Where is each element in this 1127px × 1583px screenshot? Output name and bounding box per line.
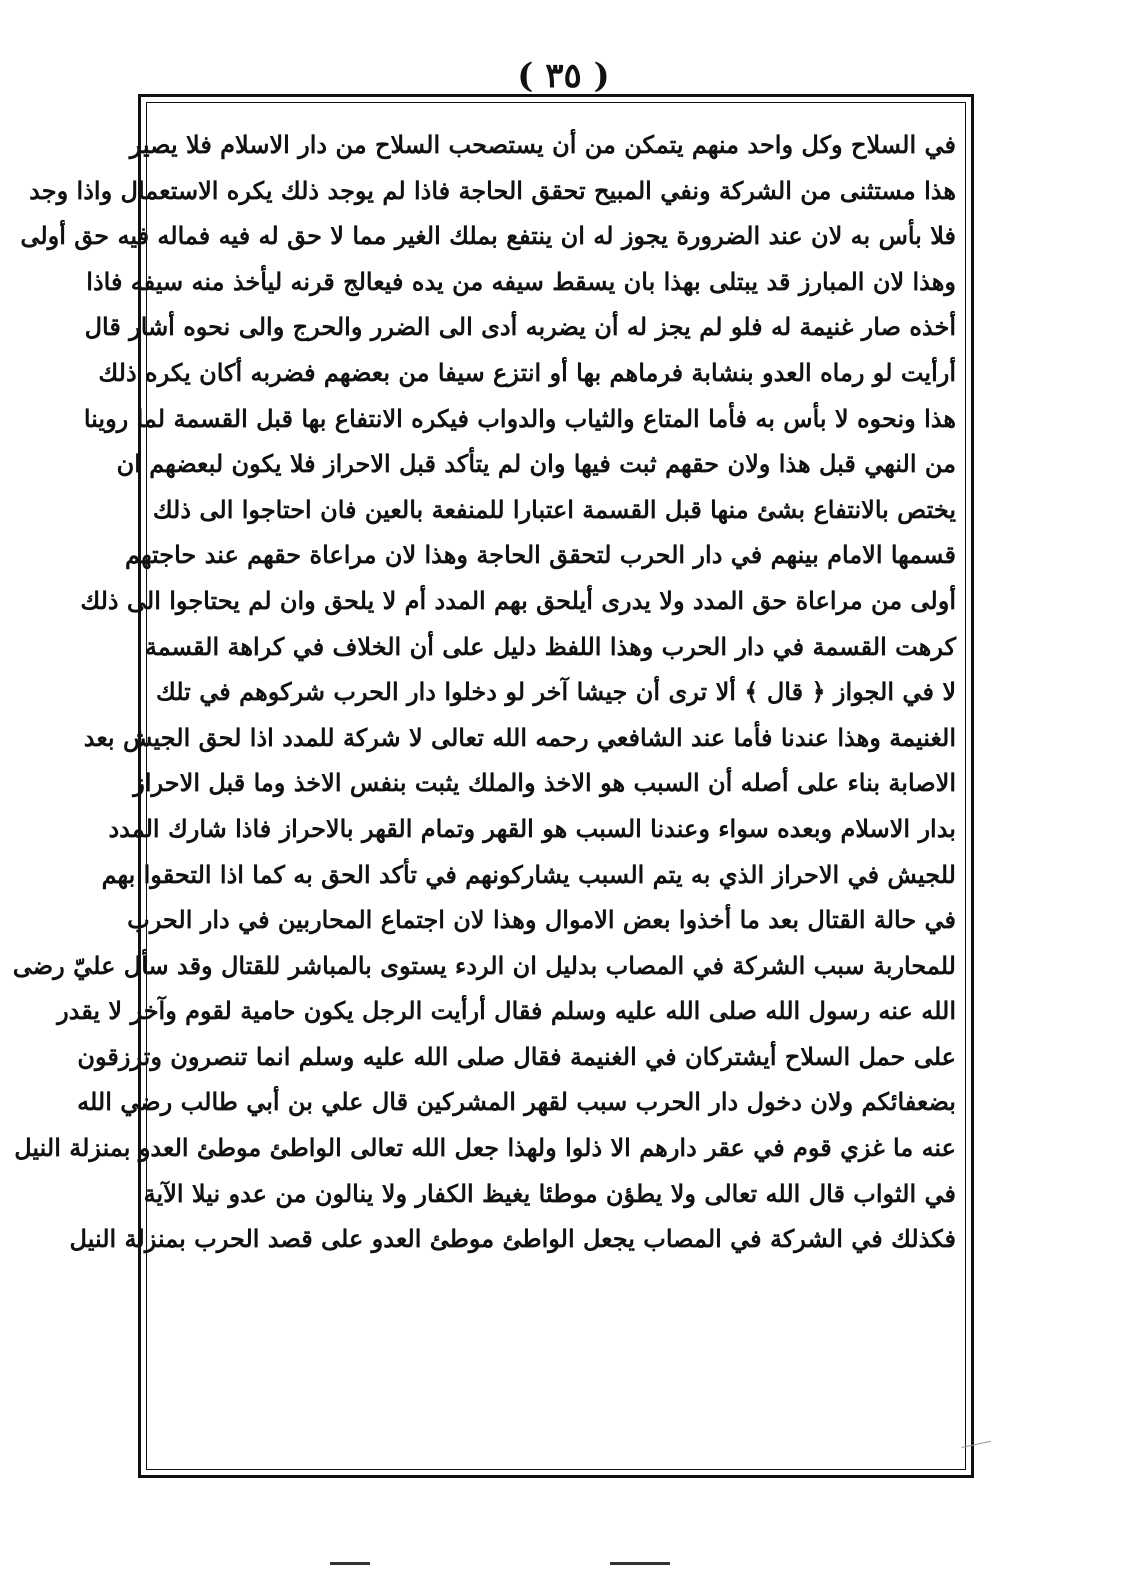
text-line: في السلاح وكل واحد منهم يتمكن من أن يستصحب السلاح من دار الاسلام فلا يصير	[129, 130, 956, 159]
page-number: ( ٣٥ )	[517, 56, 610, 96]
text-line: عنه ما غزي قوم في عقر دارهم الا ذلوا ولهذا جعل الله تعالى الواطئ موطئ العدو بمنزلة النيل	[14, 1133, 956, 1163]
text-line: في حالة القتال بعد ما أخذوا بعض الاموال وهذا لان اجتماع المحاربين في دار الحرب	[127, 905, 956, 935]
text-line: الاصابة بناء على أصله أن السبب هو الاخذ والملك يثبت بنفس الاخذ وما قبل الاحراز	[133, 768, 956, 798]
text-line: كرهت القسمة في دار الحرب وهذا اللفظ دليل على أن الخلاف في كراهة القسمة	[144, 631, 956, 661]
text-line: هذا ونحوه لا بأس به فأما المتاع والثياب والدواب فيكره الانتفاع بها قبل القسمة لما روينا	[83, 403, 956, 433]
text-line: يختص بالانتفاع بشئ منها قبل القسمة اعتبارا للمنفعة بالعين فان احتاجوا الى ذلك	[152, 494, 956, 524]
text-line: فكذلك في الشركة في المصاب يجعل الواطئ موطئ العدو على قصد الحرب بمنزلة النيل	[69, 1224, 956, 1254]
scan-smudge	[330, 1562, 370, 1565]
text-line: بضعفائكم ولان دخول دار الحرب سبب لقهر المشركين قال علي بن أبي طالب رضي الله	[77, 1087, 956, 1117]
body-text	[12, 122, 957, 1462]
text-line: قسمها الامام بينهم في دار الحرب لتحقق الحاجة وهذا لان مراعاة حقهم عند حاجتهم	[125, 540, 956, 570]
text-line: في الثواب قال الله تعالى ولا يطؤن موطئا يغيظ الكفار ولا ينالون من عدو نيلا الآية	[143, 1178, 956, 1208]
text-line: أرأيت لو رماه العدو بنشابة فرماهم بها أو انتزع سيفا من بعضهم فضربه أكان يكره ذلك	[98, 357, 956, 387]
text-line: أولى من مراعاة حق المدد ولا يدرى أيلحق بهم المدد أم لا يلحق وان لم يحتاجوا الى ذلك	[80, 585, 956, 615]
scan-smudge	[610, 1562, 670, 1565]
text-line: هذا مستثنى من الشركة ونفي المبيح تحقق الحاجة فاذا لم يوجد ذلك يكره الاستعمال واذا وجد	[29, 175, 956, 205]
text-line: لا في الجواز ﴿ قال ﴾ ألا ترى أن جيشا آخر لو دخلوا دار الحرب شركوهم في تلك	[156, 677, 957, 707]
text-line: أخذه صار غنيمة له فلو لم يجز له أن يضربه أدى الى الضرر والحرج والى نحوه أشار قال	[84, 312, 956, 342]
text-line: للمحاربة سبب الشركة في المصاب بدليل ان الردء يستوى بالمباشر للقتال وقد سأل عليّ رضى	[12, 950, 956, 980]
text-line: على حمل السلاح أيشتركان في الغنيمة فقال صلى الله عليه وسلم انما تنصرون وترزقون	[77, 1041, 956, 1071]
text-line: بدار الاسلام وبعده سواء وعندنا السبب هو القهر وتمام القهر بالاحراز فاذا شارك المدد	[108, 813, 956, 843]
text-line	[156, 1262, 956, 1308]
text-line: للجيش في الاحراز الذي به يتم السبب يشاركونهم في تأكد الحق به كما اذا التحقوا بهم	[101, 859, 956, 889]
text-line: الله عنه رسول الله صلى الله عليه وسلم فقال أرأيت الرجل يكون حامية لقوم وآخر لا يقدر	[57, 996, 956, 1026]
text-line: الغنيمة وهذا عندنا فأما عند الشافعي رحمه الله تعالى لا شركة للمدد اذا لحق الجيش بعد	[83, 722, 956, 752]
text-line: وهذا لان المبارز قد يبتلى بهذا بان يسقط سيفه من يده فيعالج قرنه ليأخذ منه سيفه فاذا	[86, 266, 956, 296]
text-line: من النهي قبل هذا ولان حقهم ثبت فيها وان لم يتأكد قبل الاحراز فلا يكون لبعضهم ان	[116, 449, 956, 479]
text-line: فلا بأس به لان عند الضرورة يجوز له ان ينتفع بملك الغير مما لا حق له فيه فماله فيه حق أولى	[20, 221, 956, 251]
